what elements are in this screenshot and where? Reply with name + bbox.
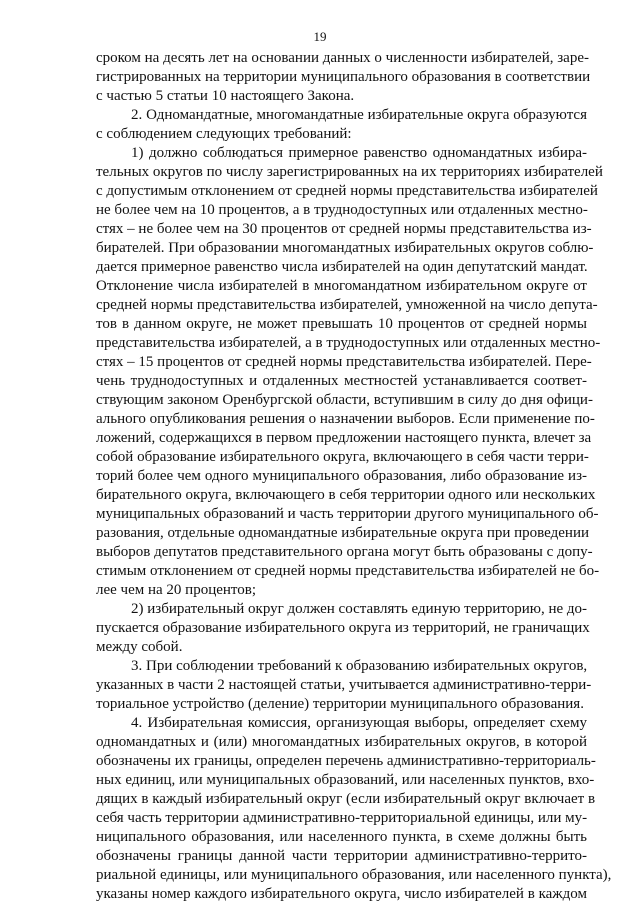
text-line: с частью 5 статьи 10 настоящего Закона. bbox=[96, 88, 355, 104]
text-line: риальной единицы, или муниципального образования, или населенного пункта), bbox=[96, 867, 612, 883]
text-line: обозначены границы данной части территории административно-террито- bbox=[96, 848, 587, 864]
text-line: сроком на десять лет на основании данных о численности избирателей, заре- bbox=[96, 50, 589, 66]
text-line: ального опубликования решения о назначении выборов. Если применение по- bbox=[96, 411, 595, 427]
text-line: обозначены их границы, определен перечень административно-территориаль- bbox=[96, 753, 596, 769]
text-line: лее чем на 20 процентов; bbox=[96, 582, 257, 598]
body-text bbox=[96, 49, 612, 904]
text-line: стях – 15 процентов от средней нормы представительства избирателей. Пере- bbox=[96, 354, 592, 370]
text-line: средней нормы представительства избирателей, умноженной на число депута- bbox=[96, 297, 598, 313]
text-line: ториальное устройство (деление) территории муниципального образования. bbox=[96, 696, 584, 712]
text-line: бирательного округа, включающего в себя территории одного или нескольких bbox=[96, 487, 596, 503]
text-line: ниципального образования, или населенного пункта, в схеме должны быть bbox=[96, 829, 587, 845]
text-line: пускается образование избирательного округа из территорий, не граничащих bbox=[96, 620, 590, 636]
text-line: собой образование избирательного округа, включающего в себя части терри- bbox=[96, 449, 589, 465]
text-line: одномандатных и (или) многомандатных избирательных округов, в которой bbox=[96, 734, 587, 750]
text-line: 2) избирательный округ должен составлять единую территорию, не до- bbox=[131, 601, 588, 617]
text-line: 4. Избирательная комиссия, организующая выборы, определяет схему bbox=[131, 715, 587, 731]
text-line: с допустимым отклонением от средней нормы представительства избирателей bbox=[96, 183, 598, 199]
text-line: ствующим законом Оренбургской области, вступившим в силу до дня офици- bbox=[96, 392, 593, 408]
text-line: стимым отклонением от средней нормы представительства избирателей не бо- bbox=[96, 563, 600, 579]
text-line: представительства избирателей, а в труднодоступных или отдаленных местно- bbox=[96, 335, 601, 351]
text-line: Отклонение числа избирателей в многомандатном избирательном округе от bbox=[96, 278, 587, 294]
text-line: не более чем на 10 процентов, а в труднодоступных или отдаленных местно- bbox=[96, 202, 588, 218]
text-line: указаны номер каждого избирательного округа, число избирателей в каждом bbox=[96, 886, 587, 902]
text-line: разования, отдельные одномандатные избирательные округа при проведении bbox=[96, 525, 590, 541]
text-line: 1) должно соблюдаться примерное равенство одномандатных избира- bbox=[131, 145, 587, 161]
text-line: между собой. bbox=[96, 639, 183, 655]
text-line: стях – не более чем на 30 процентов от средней нормы представительства из- bbox=[96, 221, 592, 237]
text-line: 3. При соблюдении требований к образованию избирательных округов, bbox=[131, 658, 588, 674]
text-line: с соблюдением следующих требований: bbox=[96, 126, 352, 142]
text-line: указанных в части 2 настоящей статьи, учитывается административно-терри- bbox=[96, 677, 592, 693]
text-line: выборов депутатов представительного органа могут быть образованы с допу- bbox=[96, 544, 593, 560]
text-line: дящих в каждый избирательный округ (если избирательный округ включает в bbox=[96, 791, 596, 807]
text-line: тельных округов по числу зарегистрированных на их территориях избирателей bbox=[96, 164, 603, 180]
text-line: дается примерное равенство числа избирателей на один депутатский мандат. bbox=[96, 259, 588, 275]
text-line: торий более чем одного муниципального образования, либо образование из- bbox=[96, 468, 587, 484]
text-line: ложений, содержащихся в первом предложении настоящего пункта, влечет за bbox=[96, 430, 592, 446]
text-line: гистрированных на территории муниципального образования в соответствии bbox=[96, 69, 591, 85]
text-line: себя часть территории административно-территориальной единицы, или му- bbox=[96, 810, 588, 826]
text-line: чень труднодоступных и отдаленных местностей устанавливается соответ- bbox=[96, 373, 587, 389]
text-line: муниципальных образований и часть территории другого муниципального об- bbox=[96, 506, 599, 522]
text-line: бирателей. При образовании многомандатных избирательных округов соблю- bbox=[96, 240, 594, 256]
text-line: тов в данном округе, не может превышать 10 процентов от средней нормы bbox=[96, 316, 587, 332]
page-number: 19 bbox=[313, 29, 327, 44]
text-line: 2. Одномандатные, многомандатные избирательные округа образуются bbox=[131, 107, 587, 123]
text-line: ных единиц, или муниципальных образований, или населенных пунктов, вхо- bbox=[96, 772, 595, 788]
